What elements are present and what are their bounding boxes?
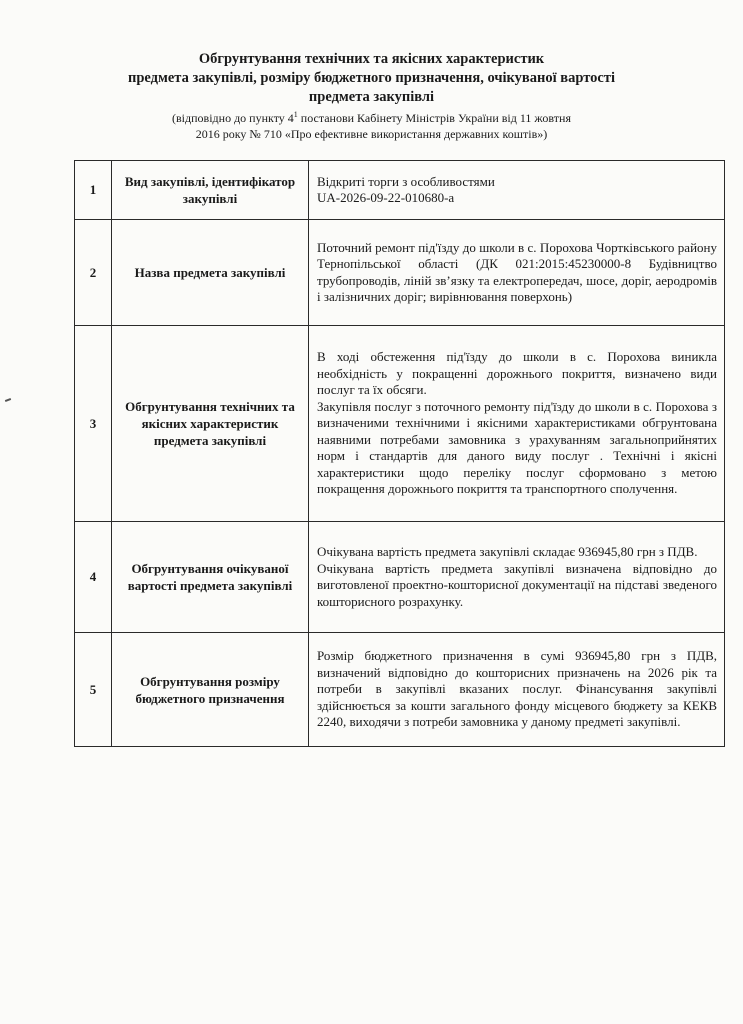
row-description [309,522,725,633]
row-number: 5 [75,633,112,747]
row-description [309,633,725,747]
description-paragraph: Закупівля послуг з поточного ремонту під'їзду до школи в с. Порохова з визначеними технічними і якісними характеристиками обгрунтована наявними потребами замовника з урахуванням загальноприйнятих норм і стандартів для даного виду послуг . Технічні і якісні характеристики щодо переліку послуг сформовано з метою покращення дорожнього покриття та транспортного сполучення. [317,398,717,497]
document-header [0,50,743,142]
row-heading: Вид закупівлі, ідентифікатор закупівлі [112,161,309,220]
row-heading: Обгрунтування очікуваної вартості предмета закупівлі [112,522,309,633]
description-paragraph: Відкриті торги з особливостями [317,173,495,189]
row-number: 1 [75,161,112,220]
row-heading: Обгрунтування розміру бюджетного призначення [112,633,309,747]
row-description [309,326,725,522]
description-paragraph: Очікувана вартість предмета закупівлі визначена відповідно до виготовленої проектно-кошторисної документації на підставі зведеного кошторисного розрахунку. [317,560,717,609]
document-subtitle-line-2: 2016 року № 710 «Про ефективне використання державних коштів») [195,127,548,141]
table-row [75,220,725,326]
document-title-line-3: предмета закупівлі [308,89,435,105]
table-row [75,326,725,522]
description-paragraph: Очікувана вартість предмета закупівлі складає 936945,80 грн з ПДВ. [317,544,698,559]
document-title-line-2: предмета закупівлі, розміру бюджетного призначення, очікуваної вартості [128,70,615,86]
table-row [75,161,725,220]
document-title-line-1: Обгрунтування технічних та якісних характеристик [198,51,545,67]
description-paragraph: Поточний ремонт під'їзду до школи в с. Порохова Чортківського району Тернопільської області (ДК 021:2015:45230000-8 Будівництво трубопроводів, ліній зв’язку та електропередач, шосе, доріг, аеродромів і залізничних доріг; вирівнювання поверхонь) [317,239,717,304]
row-heading: Назва предмета закупівлі [112,220,309,326]
justification-table [74,160,725,747]
scan-artifact-mark [5,398,11,402]
row-number: 2 [75,220,112,326]
row-number: 3 [75,326,112,522]
document-subtitle-line-1 [0,107,743,126]
description-paragraph: В ході обстеження під'їзду до школи в с. Порохова виникла необхідність у покращенні дорожнього покриття, визначено види послуг та їх обсяги. [317,349,717,398]
row-description [309,220,725,326]
subtitle-text-pre: (відповідно до пункту 4 [172,111,294,125]
table-row [75,633,725,747]
table-row [75,522,725,633]
row-number: 4 [75,522,112,633]
subtitle-superscript: 1 [293,110,298,119]
row-description [309,161,725,220]
description-paragraph: Розмір бюджетного призначення в сумі 936945,80 грн з ПДВ, визначений відповідно до кошторисних призначень на 2026 рік та потреби в закупівлі вказаних послуг. Фінансування закупівлі здійснюється за кошти загального фонду місцевого бюджету за КЕКВ 2240, виходячи з потреби замовника у даному предметі закупівлі. [317,648,717,730]
subtitle-text-post: постанови Кабінету Міністрів України від 11 жовтня [297,111,571,125]
description-paragraph: UA-2026-09-22-010680-a [317,190,455,205]
row-heading: Обгрунтування технічних та якісних характеристик предмета закупівлі [112,326,309,522]
